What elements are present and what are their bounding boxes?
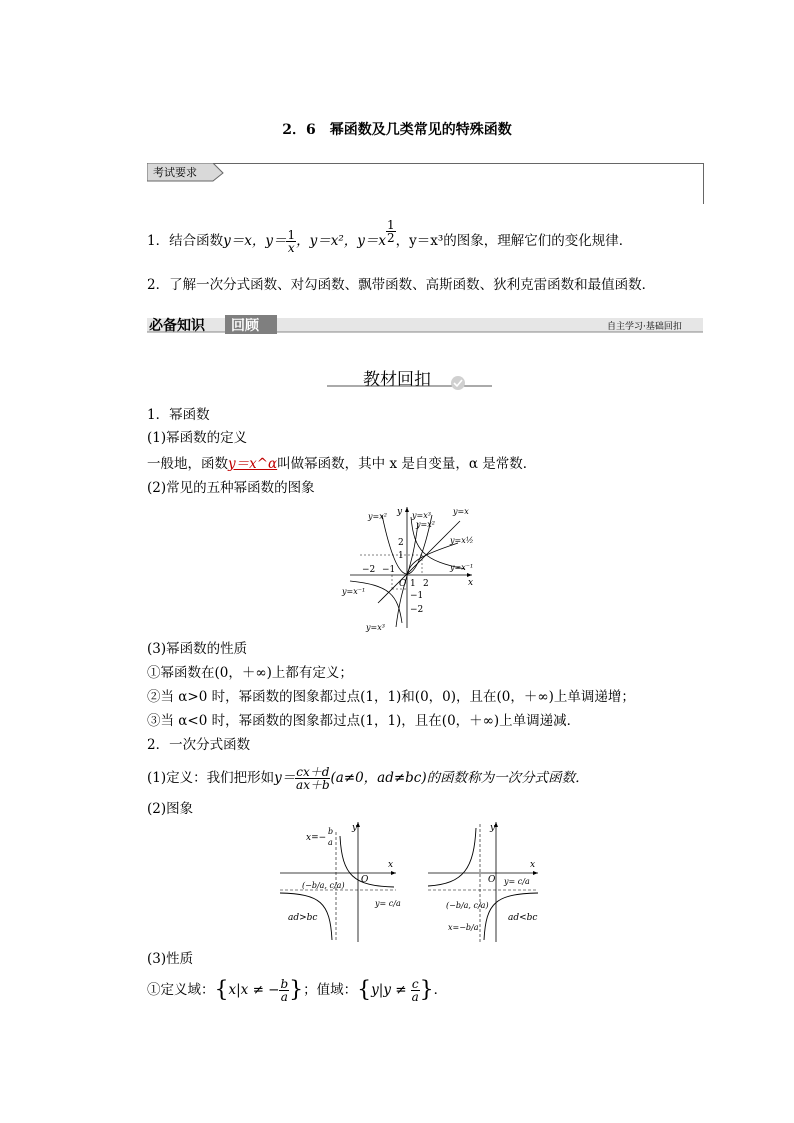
svg-text:2: 2 [398, 538, 404, 548]
svg-text:y= c/a: y= c/a [504, 877, 530, 886]
svg-text:x: x [388, 860, 394, 870]
svg-text:1: 1 [398, 551, 404, 561]
power-functions-graph [340, 503, 480, 633]
exam-requirements-tab [147, 163, 227, 183]
svg-text:ad<bc: ad<bc [508, 913, 538, 923]
svg-text:1: 1 [410, 579, 416, 589]
svg-text:y=x⁻¹: y=x⁻¹ [450, 563, 474, 572]
banner-right-label: 自主学习·基础回扣 [607, 322, 682, 332]
fraction-b-over-a: $\frac{b}{a}$ [280, 977, 289, 1004]
svg-text:x=−: x=− [306, 833, 327, 843]
svg-text:y=x³: y=x³ [412, 511, 431, 520]
svg-text:2: 2 [423, 579, 429, 589]
s1-title: 1．幂函数 [147, 407, 210, 423]
exponent-one-half: $\frac{1}{2}$ [387, 218, 395, 245]
section-banner [147, 315, 703, 335]
s2-sub3: (3)性质 [147, 951, 194, 967]
s2-title: 2．一次分式函数 [147, 737, 251, 753]
s1-sub1: (1)幂函数的定义 [147, 430, 248, 446]
exam-item-2: 2．了解一次分式函数、对勾函数、飘带函数、高斯函数、狄利克雷函数和最值函数． [147, 277, 656, 293]
s1-sub2: (2)常见的五种幂函数的图象 [147, 480, 315, 496]
exam-requirements-tab-label: 考试要求 [153, 166, 197, 179]
svg-text:y=x½: y=x½ [450, 536, 474, 545]
svg-text:(−b/a, c/a): (−b/a, c/a) [302, 881, 345, 890]
fraction-c-over-a: $\frac{c}{a}$ [411, 977, 419, 1004]
svg-text:y=x: y=x [453, 507, 469, 516]
svg-text:−2: −2 [410, 605, 424, 615]
svg-text:y: y [352, 823, 358, 833]
s1-prop-2: ②当 α>0 时，幂函数的图象都过点(1，1)和(0，0)，且在(0，＋∞)上单调递增； [147, 689, 635, 705]
svg-text:O: O [488, 875, 496, 885]
s1-sub3: (3)幂函数的性质 [147, 641, 248, 657]
svg-text:(−b/a, c/a): (−b/a, c/a) [446, 901, 489, 910]
exam-requirements-frame [147, 163, 704, 204]
svg-text:−1: −1 [382, 565, 396, 575]
svg-text:x: x [468, 578, 474, 588]
s2-definition: (1)定义：我们把形如y＝ $\frac{cx+d}{ax+b}$ (a≠0，ad≠bc)的函数称为一次分式函数． [147, 765, 589, 792]
s2-sub2: (2)图象 [147, 801, 194, 817]
svg-text:x=−b/a: x=−b/a [448, 923, 479, 932]
heading-underline [327, 374, 497, 394]
power-function-formula: y＝x^α [228, 456, 278, 472]
svg-text:y=x⁻¹: y=x⁻¹ [342, 587, 366, 596]
svg-text:y: y [397, 507, 403, 517]
svg-text:y= c/a: y= c/a [375, 899, 401, 908]
svg-text:y=x³: y=x³ [366, 623, 385, 632]
svg-text:O: O [361, 875, 369, 885]
s2-domain-range: ①定义域：{x|x ≠ − $\frac{b}{a}$ }；值域：{y|y ≠ $\frac{c}{a}$ }． [147, 977, 448, 1004]
fraction-1-over-x: $\frac{1}{x}$ [287, 228, 296, 255]
svg-text:−2: −2 [362, 565, 376, 575]
s1-prop-1: ①幂函数在(0，＋∞)上都有定义； [147, 665, 353, 681]
svg-text:y=x²: y=x² [368, 512, 387, 521]
banner-tag-label: 回顾 [231, 318, 259, 334]
section-heading: 教材回扣 [363, 370, 431, 390]
svg-text:O: O [399, 579, 407, 589]
svg-text:y: y [490, 823, 496, 833]
svg-text:a: a [328, 838, 333, 847]
s1-prop-3: ③当 α<0 时，幂函数的图象都过点(1，1)，且在(0，＋∞)上单调递减． [147, 713, 581, 729]
s1-definition: 一般地，函数y＝x^α叫做幂函数，其中 x 是自变量，α 是常数． [147, 456, 537, 472]
svg-text:ad>bc: ad>bc [288, 913, 318, 923]
fractional-graph-ad-lt-bc [426, 818, 548, 944]
exam-item-1: 1．结合函数y＝x，y＝ $\frac{1}{x}$ ，y＝x²，y＝x $\frac{1}{2}$ ，y＝x³的图象，理解它们的变化规律． [147, 218, 633, 255]
svg-text:−1: −1 [410, 591, 424, 601]
svg-text:b: b [328, 827, 334, 836]
fraction-cx-d-over-ax-b: $\frac{cx+d}{ax+b}$ [296, 765, 330, 792]
svg-text:x: x [530, 860, 536, 870]
banner-left-label: 必备知识 [149, 318, 205, 334]
svg-text:y=x²: y=x² [416, 520, 435, 529]
fractional-graph-ad-gt-bc [278, 818, 403, 944]
page-title: 2．6 幂函数及几类常见的特殊函数 [282, 122, 512, 138]
